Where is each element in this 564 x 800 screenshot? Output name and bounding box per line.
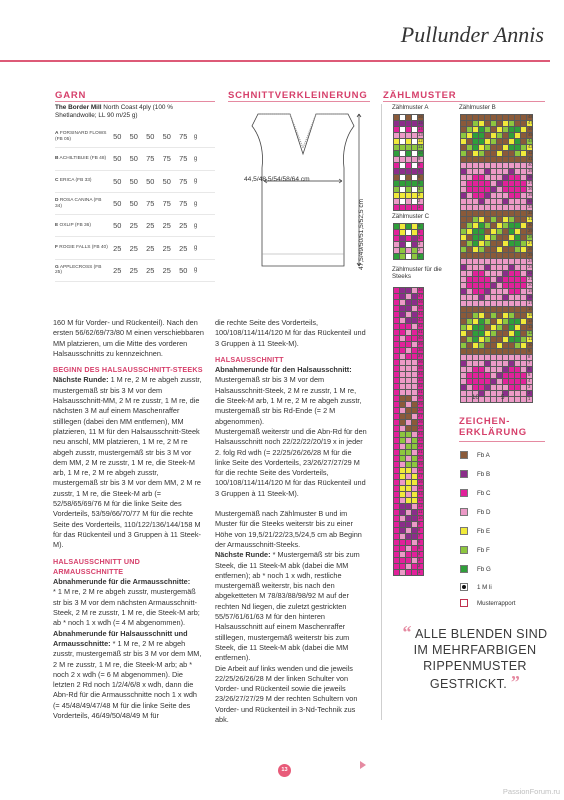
yarn-amount: 50 — [113, 154, 122, 164]
yarn-amount: 50 — [146, 176, 155, 186]
row-number: 40 — [528, 162, 533, 167]
row-number: 14 — [528, 318, 533, 323]
col2-para-5-text: * Mustergemäß str bis zum Steek, die 11 Steek-M abk (dabei die MM entfernen); ab * noch 1 x wdh, restliche mustergemäß weiterstr, bis nach den abgeketteten M 78/83/88/98/92 M auf der rechten Nd liegen, die zuletzt gestrickten 55/57/61/61/63 M für den hinteren Halsausschnitt auf einem Maschenraffer stilllegen, mustergemäß weiterstr bis zum Steek, die 11 Steek-M abk (dabei die MM entfernen). — [215, 550, 360, 663]
watermark: PassionForum.ru — [502, 787, 560, 796]
row-number: 39 — [418, 341, 423, 346]
row-number: 44 — [418, 311, 423, 316]
title-rule — [0, 60, 550, 62]
yarn-label — [55, 265, 109, 276]
row-number: 1 — [418, 569, 421, 574]
arrow-heads — [264, 114, 361, 266]
legend-mli-label: 1 M li — [477, 583, 492, 591]
col1-heading-steek: BEGINN DES HALSAUSSCHNITT-STEEKS — [53, 365, 203, 375]
chart-steeks-label: Zählmuster für die Steeks — [392, 266, 442, 280]
yarn-unit: g — [193, 267, 198, 274]
row-number: 13 — [528, 324, 533, 329]
row-number: 20 — [418, 455, 423, 460]
yarn-label — [55, 131, 109, 142]
col1-para-2-lead: Nächste Runde: — [53, 375, 109, 385]
chart-b-label: Zählmuster B — [459, 104, 496, 111]
row-number: 5 — [418, 545, 421, 550]
row-number: 25 — [418, 425, 423, 430]
row-number: 7 — [418, 168, 421, 173]
yarn-amount: 25 — [162, 221, 171, 231]
yarn-name: OXLIP (FB 36) — [59, 223, 91, 229]
quote-open-icon: “ — [402, 622, 412, 642]
yarn-unit: g — [193, 200, 198, 207]
width-label: 44,5/48,5/54/58/64 cm — [244, 176, 310, 183]
row-number: 27 — [418, 413, 423, 418]
legend-rapport-label: Musterrapport — [477, 599, 516, 607]
row-number: 4 — [528, 378, 531, 383]
row-number: 7 — [418, 533, 421, 538]
row-number: 17 — [418, 473, 423, 478]
row-number: 19 — [528, 288, 533, 293]
yarn-amount: 25 — [162, 265, 171, 275]
pattern-repeat-icon — [460, 599, 468, 607]
yarn-unit: g — [193, 133, 198, 140]
yarn-amount: 75 — [162, 154, 171, 164]
yarn-amount: 50 — [179, 265, 188, 275]
row-number: 1 — [418, 253, 421, 258]
chart-a-label: Zählmuster A — [392, 104, 429, 111]
legend-item — [460, 527, 490, 535]
row-number: 43 — [418, 317, 423, 322]
col2-para-6: Die Arbeit auf links wenden und die jeweils 22/25/26/26/28 M der linken Schulter von Vorder- und Rückenteil sowie die jeweils 23/26/27/27/29 M der rechten Schultern von Vorder- und Rückenteil in 3-Nd-Technik zus abk. — [215, 663, 358, 724]
row-number: 45 — [418, 305, 423, 310]
row-number: 12 — [528, 330, 533, 335]
row-number: 34 — [528, 198, 533, 203]
row-number: 31 — [418, 389, 423, 394]
height-label: 47,5/49/50/51,5/52,5 cm — [358, 198, 365, 270]
row-number: 23 — [528, 264, 533, 269]
yarn-amount: 50 — [129, 154, 138, 164]
row-number: 26 — [418, 419, 423, 424]
yarn-label — [55, 223, 109, 229]
row-number: 15 — [418, 120, 423, 125]
yarn-amount: 25 — [146, 221, 155, 231]
legend-rule — [459, 441, 545, 442]
row-number: 7 — [528, 360, 531, 365]
row-number: 11 — [528, 336, 533, 341]
legend-heading — [459, 416, 527, 438]
row-number: 1 — [418, 204, 421, 209]
row-number: 18 — [528, 294, 533, 299]
row-number: 27 — [528, 240, 533, 245]
row-number: 37 — [418, 353, 423, 358]
row-number: 3 — [418, 241, 421, 246]
row-number: 34 — [418, 371, 423, 376]
row-number: 16 — [418, 479, 423, 484]
row-number: 33 — [418, 377, 423, 382]
yarn-amount: 75 — [179, 176, 188, 186]
yarn-amount: 25 — [179, 243, 188, 253]
row-number: 23 — [418, 437, 423, 442]
row-number: 28 — [528, 234, 533, 239]
yarn-amount: 50 — [146, 132, 155, 142]
row-number: 17 — [528, 300, 533, 305]
row-number: 48 — [528, 114, 533, 119]
yarn-amount: 75 — [162, 199, 171, 209]
chart-b-grid — [460, 114, 533, 403]
yarn-row — [55, 171, 215, 193]
row-number: 18 — [418, 467, 423, 472]
row-number: 35 — [528, 192, 533, 197]
yarn-amount: 50 — [113, 176, 122, 186]
row-number: 42 — [528, 150, 533, 155]
row-number: 4 — [418, 235, 421, 240]
row-number: 22 — [418, 443, 423, 448]
row-number: 2 — [418, 247, 421, 252]
row-number: 9 — [418, 156, 421, 161]
col1-para-3: * 1 M re, 2 M re abgeh zusstr, mustergemäß str bis 3 M vor dem nächsten Armausschnitt-Steek, 2 M re zusstr, 1 M re, die Steek-M arb; ab * noch 1 x wdh (= 4 M abgenommen). — [53, 587, 200, 628]
row-number: 36 — [528, 186, 533, 191]
row-number: 36 — [418, 359, 423, 364]
pull-quote-text: ALLE BLENDEN SIND IM MEHRFARBIGEN RIPPENMUSTER GESTRICKT. — [413, 627, 548, 691]
col1-sub-2: Abnahmerunde für Halsausschnitt und Armausschnitte: — [53, 628, 188, 648]
row-number: 1 — [528, 396, 531, 401]
row-number: 2 — [418, 563, 421, 568]
legend-item — [460, 451, 490, 459]
yarn-row — [55, 237, 215, 259]
chart-c-label: Zählmuster C — [392, 213, 430, 220]
yarn-unit: g — [193, 222, 198, 229]
row-number: 4 — [418, 186, 421, 191]
yarn-label — [55, 178, 109, 184]
row-number: 6 — [528, 366, 531, 371]
row-number: 37 — [528, 180, 533, 185]
legend-item-label: Fb D — [477, 508, 491, 516]
yarn-amount: 50 — [113, 199, 122, 209]
zaehlmuster-heading: ZÄHLMUSTER — [383, 90, 457, 101]
legend-heading-line1: ZEICHEN- — [459, 416, 511, 427]
yarn-letter: C — [55, 178, 59, 184]
row-number: 19 — [418, 461, 423, 466]
yarn-name: FORSINARD FLOWS (FB 05) — [55, 131, 107, 142]
chart-steeks-row-numbers — [418, 287, 423, 575]
yarn-letter: B — [55, 156, 59, 162]
row-number: 11 — [418, 509, 423, 514]
row-number: 14 — [418, 491, 423, 496]
yarn-row — [55, 215, 215, 237]
row-number: 22 — [528, 270, 533, 275]
yarn-amount: 25 — [179, 221, 188, 231]
yarn-amount: 25 — [162, 243, 171, 253]
yarn-amount: 50 — [162, 132, 171, 142]
row-number: 12 — [418, 503, 423, 508]
vest-neckline-rib — [261, 114, 345, 148]
legend-rapport — [460, 599, 516, 607]
row-number: 45 — [528, 132, 533, 137]
yarn-amount: 50 — [162, 176, 171, 186]
yarn-letter: D — [55, 197, 59, 203]
yarn-letter: G — [55, 264, 59, 270]
row-number: 6 — [418, 174, 421, 179]
vest-schematic — [228, 106, 378, 276]
legend-item — [460, 508, 490, 516]
row-number: 4 — [418, 551, 421, 556]
col2-para-3: Mustergemäß weiterstr und die Abn-Rd für den Halsausschnitt noch 22/22/22/20/19 x in jeder 2. folg Rd wdh (= 22/25/26/26/28 M für die linke Seite des Vorderteils, 23/26/27/27/29 M für die rechte Seite des Vorderteils, 100/108/114/114/120 M für das Rückenteil und 3 Gruppen à 11 Steek-M). — [215, 426, 367, 498]
yarn-amount: 75 — [179, 199, 188, 209]
row-number: 14 — [418, 126, 423, 131]
row-number: 8 — [528, 354, 531, 359]
row-number: 46 — [418, 299, 423, 304]
row-number: 25 — [528, 252, 533, 257]
row-number: 10 — [418, 150, 423, 155]
purl-dot-icon — [460, 583, 468, 591]
row-number: 47 — [528, 120, 533, 125]
color-swatch-icon — [460, 489, 468, 497]
yarn-unit: g — [193, 245, 198, 252]
yarn-label — [55, 245, 109, 251]
chart-b-col-5: 5 — [501, 394, 505, 401]
legend-item-label: Fb F — [477, 546, 490, 554]
yarn-row — [55, 260, 215, 282]
row-number: 32 — [418, 383, 423, 388]
col1-para-4 — [53, 629, 205, 722]
page-title: Pullunder Annis — [400, 22, 544, 47]
garn-heading: GARN — [55, 90, 87, 101]
row-number: 24 — [528, 258, 533, 263]
row-number: 41 — [418, 329, 423, 334]
yarn-amount: 25 — [129, 221, 138, 231]
yarn-amount: 50 — [129, 132, 138, 142]
chart-b-col-10: 10 — [472, 394, 479, 401]
row-number: 5 — [528, 372, 531, 377]
col2-sub-1: Abnahmerunde für den Halsausschnitt: — [215, 365, 352, 375]
garn-intro — [55, 104, 215, 120]
yarn-letter: A — [55, 131, 59, 137]
yarn-amount: 75 — [179, 132, 188, 142]
col1-para-1: 160 M für Vorder- und Rückenteil). Nach den ersten 56/62/69/73/80 M einen verschiebbaren MM platzieren, um die Mitte des vorderen Halsausschnitts zu kennzeichnen. — [53, 318, 204, 358]
garn-intro-text: North Coast 4ply (100 % Shetlandwolle; LL 90 m/25 g) — [55, 104, 173, 120]
row-number: 2 — [528, 390, 531, 395]
row-number: 38 — [418, 347, 423, 352]
row-number: 30 — [528, 222, 533, 227]
row-number: 31 — [528, 216, 533, 221]
color-swatch-icon — [460, 451, 468, 459]
legend-item — [460, 546, 490, 554]
yarn-amount: 25 — [146, 265, 155, 275]
row-number: 29 — [528, 228, 533, 233]
row-number: 41 — [528, 156, 533, 161]
yarn-amount: 25 — [113, 243, 122, 253]
col1-para-2-text: 1 M re, 2 M re abgeh zusstr, mustergemäß str bis 3 M vor dem Halsausschnitt-MM, 2 M re zusstr, 1 M re, die nächsten 3 M auf einem Maschenraffer stilllegen (dabei den MM entfernen), MM platzieren, 11 M für den Halsausschnitt-Steek neu anschl, MM platzieren, 1 M re, 2 M re abgeh zusstr, mustergemäß str bis 3 M vor dem MM, 2 M re zusstr, 1 M re, die Steek-M arb, 1 M re, 2 M re abgeh zusstr, mustergemäß str bis 3 M vor dem MM, 2 M re zusstr, 1 M re, die Steek-M arb (= 52/58/65/69/76 M für die linke Seite des Vorderteils, 53/59/66/70/77 M für die rechte Seite des Vorderteils, 110/122/136/144/158 M für das Rückenteil und 3 Gruppen à 11 Steek-M). — [53, 375, 202, 550]
legend-item-label: Fb G — [477, 565, 491, 573]
yarn-amount: 75 — [146, 199, 155, 209]
yarn-name: ROSA CANINA (FB 34) — [55, 197, 102, 209]
row-number: 10 — [528, 342, 533, 347]
row-number: 2 — [418, 198, 421, 203]
yarn-letter: F — [55, 245, 58, 251]
yarn-row — [55, 126, 215, 148]
row-number: 40 — [418, 335, 423, 340]
column-divider — [381, 104, 382, 720]
yarn-label — [55, 156, 109, 162]
garn-brand: The Border Mill — [55, 104, 102, 111]
col2-para-2: Mustergemäß str bis 3 M vor dem Halsausschnitt-Steek, 2 M re zusstr, 1 M re, die Steek-M arb, 1 M re, 2 M re abgeh zusstr, mustergemäß str bis Rd-Ende (= 2 M abgenommen). — [215, 375, 362, 426]
col1-sub-1: Abnahmerunde für die Armausschnitte: — [53, 577, 191, 587]
row-number: 35 — [418, 365, 423, 370]
yarn-label — [55, 198, 109, 209]
yarn-amount: 50 — [129, 199, 138, 209]
row-number: 3 — [418, 557, 421, 562]
color-swatch-icon — [460, 508, 468, 516]
row-number: 46 — [528, 126, 533, 131]
row-number: 13 — [418, 497, 423, 502]
legend-item-label: Fb C — [477, 489, 491, 497]
col2-para-5-lead: Nächste Runde: — [215, 550, 271, 560]
chart-a-row-numbers — [418, 114, 423, 210]
row-number: 30 — [418, 395, 423, 400]
row-number: 42 — [418, 323, 423, 328]
row-number: 39 — [528, 168, 533, 173]
row-number: 15 — [418, 485, 423, 490]
row-number: 28 — [418, 407, 423, 412]
row-number: 21 — [418, 449, 423, 454]
col2-heading-hals: HALSAUSSCHNITT — [215, 354, 284, 364]
row-number: 47 — [418, 293, 423, 298]
yarn-table — [55, 126, 215, 282]
row-number: 29 — [418, 401, 423, 406]
legend-item — [460, 565, 491, 573]
legend-item-label: Fb B — [477, 470, 491, 478]
row-number: 20 — [528, 282, 533, 287]
text-column-1 — [53, 318, 205, 721]
row-number: 8 — [418, 527, 421, 532]
row-number: 3 — [418, 192, 421, 197]
yarn-amount: 25 — [146, 243, 155, 253]
row-number: 10 — [418, 515, 423, 520]
row-number: 13 — [418, 132, 423, 137]
row-number: 24 — [418, 431, 423, 436]
page-number: 13 — [278, 764, 291, 777]
row-number: 9 — [418, 521, 421, 526]
yarn-amount: 50 — [113, 132, 122, 142]
legend-item — [460, 470, 490, 478]
row-number: 21 — [528, 276, 533, 281]
col1-para-2 — [53, 375, 205, 550]
color-swatch-icon — [460, 470, 468, 478]
col2-para-1: die rechte Seite des Vorderteils, 100/108/114/114/120 M für das Rückenteil und 3 Gruppen à 11 Steek-M). — [215, 318, 366, 348]
row-number: 5 — [418, 229, 421, 234]
color-swatch-icon — [460, 565, 468, 573]
row-number: 9 — [528, 348, 531, 353]
row-number: 6 — [418, 539, 421, 544]
row-number: 43 — [528, 144, 533, 149]
vest-outline — [252, 114, 354, 266]
yarn-row — [55, 193, 215, 215]
yarn-amount: 25 — [113, 265, 122, 275]
schnitt-rule — [228, 101, 370, 102]
col2-para-5 — [215, 550, 367, 663]
text-column-2 — [215, 318, 367, 725]
legend-heading-line2: ERKLÄRUNG — [459, 427, 527, 438]
row-number: 38 — [528, 174, 533, 179]
yarn-amount: 50 — [129, 176, 138, 186]
row-number: 15 — [528, 312, 533, 317]
legend-item — [460, 489, 490, 497]
yarn-unit: g — [193, 178, 198, 185]
row-number: 48 — [418, 287, 423, 292]
col1-para-4-text: * 1 M re, 2 M re abgeh zusstr, mustergemäß str bis 3 M vor dem MM, 2 M re zusstr, 1 M re, die Steek-M arb; ab * noch 2 x wdh (= 6 M abgenommen). Die letzten 2 Rd noch 1/2/4/6/8 x wdh, dann die Abn-Rd für die Armausschnitte noch 1 x wdh (= 45/48/49/47/48 M für die linke Seite des Vorderteils, 46/49/50/48/49 M für — [53, 638, 202, 720]
row-number: 8 — [418, 162, 421, 167]
schnitt-heading: SCHNITTVERKLEINERUNG — [228, 90, 368, 101]
color-swatch-icon — [460, 527, 468, 535]
yarn-name: ERICA (FB 33) — [59, 178, 92, 184]
garn-rule — [55, 101, 215, 102]
yarn-amount: 75 — [146, 154, 155, 164]
yarn-letter: E — [55, 223, 59, 229]
pull-quote — [400, 624, 550, 692]
col1-heading-arm: HALSAUSSCHNITT UND ARMAUSSCHNITTE — [53, 556, 141, 576]
row-number: 11 — [418, 144, 423, 149]
row-number: 44 — [528, 138, 533, 143]
yarn-row — [55, 148, 215, 170]
legend-item-label: Fb A — [477, 451, 490, 459]
yarn-amount: 25 — [129, 243, 138, 253]
row-number: 12 — [418, 138, 423, 143]
yarn-unit: g — [193, 155, 198, 162]
yarn-amount: 50 — [113, 221, 122, 231]
legend-item-label: Fb E — [477, 527, 491, 535]
yarn-name: ROGIE FALLS (FB 40) — [59, 245, 108, 251]
row-number: 16 — [528, 306, 533, 311]
yarn-name: APPLECROSS (FB 25) — [55, 264, 102, 276]
col2-para-4: Mustergemäß nach Zählmuster B und im Muster für die Steeks weiterstr bis zu einer Höhe von 19,5/21/22/23,5/24,5 cm ab Beginn der Armausschnitt-Steeks. — [215, 509, 362, 549]
yarn-amount: 25 — [129, 265, 138, 275]
chart-c-row-numbers — [418, 223, 420, 259]
color-swatch-icon — [460, 546, 468, 554]
row-number: 3 — [528, 384, 531, 389]
row-number: 32 — [528, 210, 533, 215]
row-number: 16 — [418, 114, 423, 119]
zaehlmuster-rule — [383, 101, 545, 102]
continue-arrow-icon — [360, 761, 366, 769]
row-number: 6 — [418, 223, 421, 228]
yarn-amount: 75 — [179, 154, 188, 164]
legend-mli — [460, 583, 492, 591]
row-number: 33 — [528, 204, 533, 209]
quote-close-icon: ” — [510, 672, 521, 692]
row-number: 26 — [528, 246, 533, 251]
chart-b-row-numbers — [528, 114, 533, 402]
yarn-name: ACHILTIBUIE (FB 48) — [59, 156, 107, 162]
row-number: 5 — [418, 180, 421, 185]
